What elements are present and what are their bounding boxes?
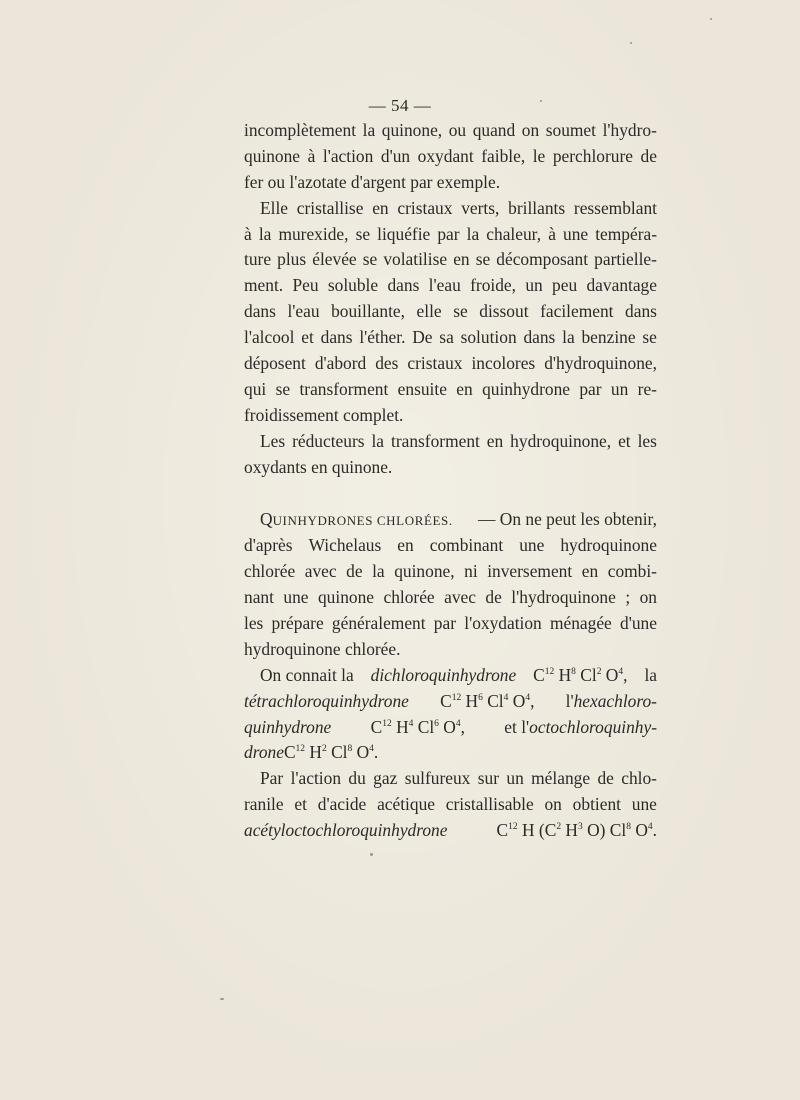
word: la [466,223,480,244]
paragraph-4 [244,507,657,662]
word: l'hydroquinone [511,587,616,608]
word: et [301,327,314,348]
chemical-formula: $C^{12}$ $H^4$ Cl$^6$ $O^4$, [370,716,465,737]
text-line [244,118,657,144]
word: un [506,768,524,789]
word: sulfureux [404,768,471,789]
word: plus [277,249,307,270]
word: élevée [312,249,357,270]
compound-name: quinhydrone [244,716,332,737]
text-line [244,611,657,637]
word: ture [244,249,272,270]
word: sur [477,768,500,789]
word: ressemblant [573,197,657,218]
text-line [244,533,657,559]
word: l'alcool [244,327,295,348]
text-span: la [644,664,657,685]
word: combi- [607,561,657,582]
word: de [485,587,502,608]
word: quand [472,120,516,140]
word: soumet [545,120,596,140]
word: une [283,587,309,608]
word: une [563,223,589,244]
word: on [544,794,562,815]
section-heading [260,507,453,533]
text-line [244,144,657,170]
word: en [581,561,599,582]
text-line [244,247,657,273]
paragraph-6 [244,766,657,844]
text-line [244,766,657,792]
text-span: l'hexachloro- [565,690,657,711]
word: d'hydroquinone, [544,353,657,374]
word: prépare [271,613,324,634]
compound-name: tétrachloroquinhydrone [244,690,409,711]
word: dans [523,327,556,348]
paper-speck [370,853,373,856]
word: la [562,327,575,348]
word: un [610,378,629,399]
word: cristaux [407,353,463,374]
word: en [456,378,473,399]
word: la [372,561,385,582]
word: l'hydro- [602,120,657,140]
word: acétique [377,794,435,815]
word: gaz [373,768,398,789]
word: ; [625,587,631,608]
word: à [307,145,316,166]
word: quinone [244,145,301,166]
word: quinone [317,587,375,608]
word: sa [439,327,454,348]
word: la [258,223,272,244]
paper-speck [630,42,632,44]
word: tempéra- [595,223,657,244]
word: combinant [429,535,504,556]
word: une [519,535,545,556]
compound-name: acétyloctochloroquinhydrone [244,820,448,841]
word: quinone, [394,561,455,582]
word: verts, [461,197,500,218]
chemical-formula: $C^{12}$ $H^6$ Cl$^4$ $O^4$, [440,690,535,711]
paragraph-1 [244,118,657,196]
word: déposent [244,353,306,374]
text-line: oxydants en quinone. [244,456,393,477]
word: transforment [299,378,389,399]
word: bouillante, [331,301,405,322]
word: à [548,223,556,244]
word: l'éther. [359,327,406,348]
word: de [597,768,614,789]
word: d'une [620,613,657,634]
word: avec [444,587,476,608]
word: solution [460,327,517,348]
word: murexide, [278,223,349,244]
word: hydroquinone, [510,430,612,451]
word: la [371,430,385,451]
word: se [642,327,657,348]
word: l'oxydation [464,613,542,634]
word: cristallisable [445,794,534,815]
word: Les [260,430,286,451]
word: quinhydrone [482,378,570,399]
section-spacer [244,480,657,507]
word: avec [304,561,337,582]
text-line [244,196,657,222]
word: de [346,561,363,582]
word: ensuite [397,378,447,399]
word: Par [260,768,284,789]
text-line [244,351,657,377]
word: ménagée [549,613,612,634]
text-line [244,325,657,351]
word: facilement [540,301,614,322]
text-line [244,689,657,715]
word: se [355,223,371,244]
word: dans [387,275,420,296]
word: benzine [581,327,636,348]
text-line [244,377,657,403]
text-line [244,715,657,741]
word: en [397,535,414,556]
paper-speck [220,998,224,1000]
word: dans [320,327,353,348]
word: volatilise [383,249,448,270]
compound-name: dichloroquinhydrone [370,664,517,685]
word: Wichelaus [308,535,382,556]
word: une [631,794,657,815]
word: décomposant [496,249,589,270]
word: chlorée [383,587,435,608]
word: mélange [531,768,591,789]
word: brillants [508,197,566,218]
word: dans [244,301,276,322]
word: ranile [244,794,284,815]
word: incomplètement [244,120,357,140]
word: Elle [260,197,289,218]
text-line [244,559,657,585]
paragraph-5 [244,663,657,767]
word: un [525,275,543,296]
word: cristaux [397,197,453,218]
word: du [348,768,366,789]
word: la [362,120,376,140]
word: hydroquinone [560,535,657,556]
word: se [362,249,378,270]
text-line [244,273,657,299]
word: chaleur, [486,223,542,244]
text-span: — On ne peut les obtenir, [478,509,657,530]
text-line [244,222,657,248]
paragraph-3 [244,429,657,481]
compound-name: hexachloro- [573,690,657,711]
word: davantage [586,275,657,296]
word: on [639,587,657,608]
word: à [244,223,252,244]
compound-name: drone [244,742,284,763]
text-line [244,507,657,533]
word: et [618,430,631,451]
word: chlorée [244,561,296,582]
word: dans [625,301,657,322]
word: par [433,613,457,634]
word: en [486,430,504,451]
body-text [244,118,657,844]
word: de [640,145,657,166]
word: dissout [479,301,529,322]
word: De [412,327,433,348]
paper-speck [540,100,542,102]
word: en [453,249,470,270]
text-line: hydroquinone chlorée. [244,638,401,659]
paragraph-2 [244,196,657,429]
word: faible, [481,145,526,166]
word: oxydant [417,145,474,166]
word: froide, [470,275,516,296]
chemical-formula: $C^{12}$ $H^8$ Cl$^2$ $O^4$, [533,664,628,685]
word: d'abord [314,353,367,374]
section-heading-rest: UINHYDRONES CHLORÉES. [272,513,453,529]
word: ment. [244,275,284,296]
word: l'action [322,145,374,166]
word: ni [464,561,478,582]
word: obtient [572,794,621,815]
word: d'après [244,535,293,556]
word: perchlorure [552,145,633,166]
paper-speck [710,18,712,20]
word: partielle- [594,249,657,270]
text-span: On connait la [260,664,354,685]
chemical-formula: $C^{12}$ H ($C^2$ $H^3$ O) Cl$^8$ $O^4$. [496,820,657,841]
word: quinone, [381,120,443,140]
word: re- [637,378,657,399]
word: l'action [290,768,342,789]
chemical-formula: $C^{12}$ $H^2$ Cl$^8$ $O^4$. [283,742,379,763]
word: par [437,223,460,244]
text-line [244,299,657,325]
word: qui [244,378,267,399]
word: soluble [327,275,379,296]
text-line [244,585,657,611]
word: nant [244,587,274,608]
word: ou [448,120,467,140]
word: le [532,145,546,166]
text-line [244,663,657,689]
word: se [453,301,468,322]
text-line: froidissement complet. [244,404,404,425]
word: généralement [331,613,426,634]
word: cristallise [296,197,364,218]
word: elle [416,301,442,322]
word: l'eau [428,275,461,296]
word: réducteurs [292,430,365,451]
word: liquéfie [377,223,431,244]
word: incolores [471,353,536,374]
text-line [244,429,657,455]
word: par [579,378,602,399]
word: se [475,249,491,270]
text-line [244,792,657,818]
word: en [372,197,389,218]
word: et [294,794,307,815]
page-number: — 54 — [368,96,432,115]
text-line [244,740,657,766]
word: d'acide [317,794,367,815]
word: l'eau [287,301,320,322]
compound-name: octochloroquinhy- [529,716,657,737]
word: chlo- [621,768,657,789]
word: les [244,613,264,634]
text-line: fer ou l'azotate d'argent par exemple. [244,171,501,192]
word: se [275,378,291,399]
word: on [521,120,540,140]
word: transforment [390,430,480,451]
word: peu [552,275,578,296]
word: Peu [292,275,319,296]
section-heading-initial: Q [260,509,273,530]
word: d'un [380,145,411,166]
word: des [375,353,399,374]
text-line [244,818,657,844]
text-span: et l'octochloroquinhy- [504,716,657,737]
word: les [637,430,657,451]
word: inversement [487,561,573,582]
